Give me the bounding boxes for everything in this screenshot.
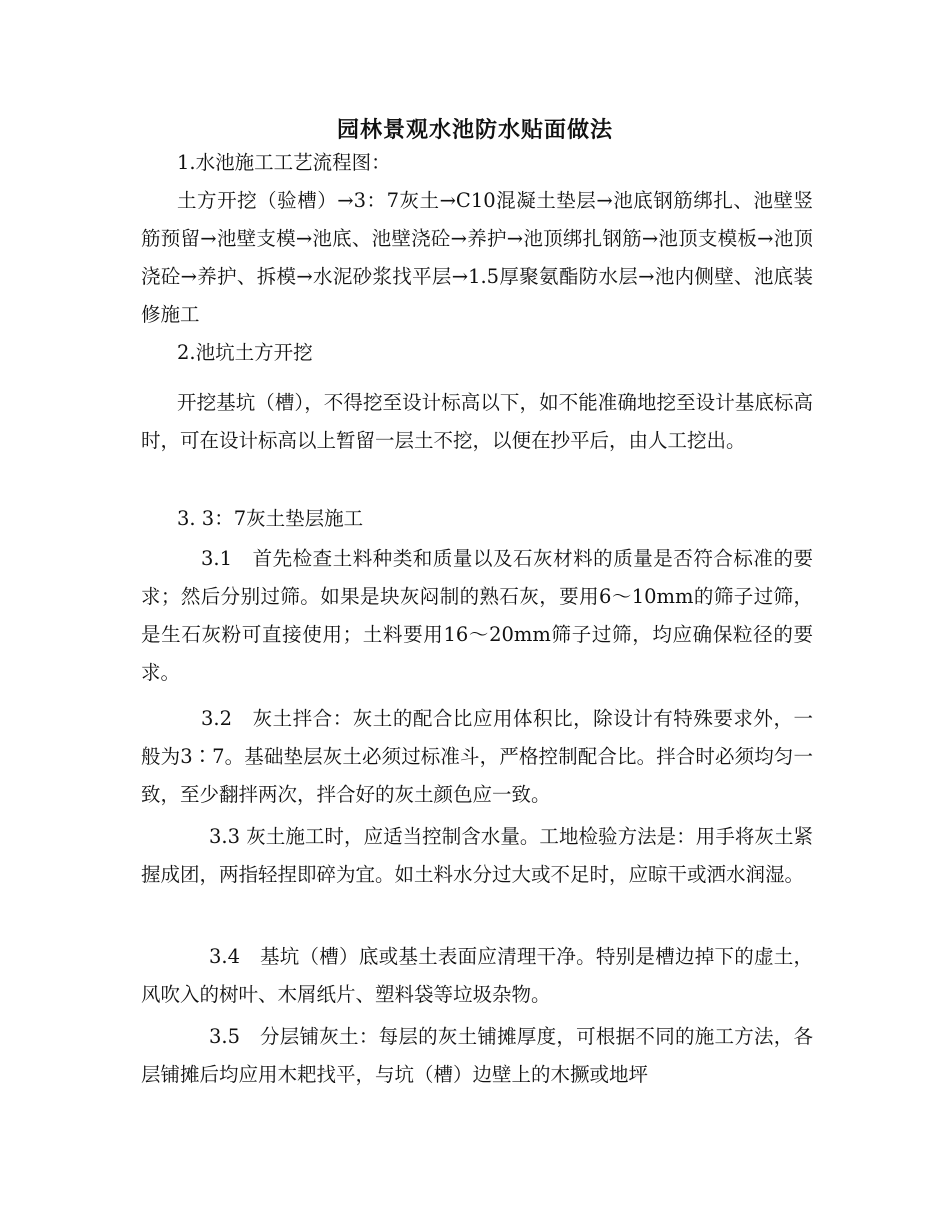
section-3-heading: 3. 3：7灰土垫层施工 — [177, 507, 364, 530]
paragraph-3-5: 3.5 分层铺灰土：每层的灰土铺摊厚度，可根据不同的施工方法，各层铺摊后均应用木耙找平，与坑（槽）边壁上的木撅或地坪 — [141, 1025, 813, 1086]
paragraph-excavation: 开挖基坑（槽），不得挖至设计标高以下，如不能准确地挖至设计基底标高时，可在设计标高以上暂留一层土不挖，以便在抄平后，由人工挖出。 — [141, 391, 813, 452]
document-title: 园林景观水池防水贴面做法 — [336, 117, 613, 143]
paragraph-3-4: 3.4 基坑（槽）底或基土表面应清理干净。特别是槽边掉下的虚土，风吹入的树叶、木屑纸片、塑料袋等垃圾杂物。 — [141, 945, 813, 1006]
paragraph-3-3: 3.3 灰土施工时，应适当控制含水量。工地检验方法是：用手将灰土紧握成团，两指轻捏即碎为宜。如土料水分过大或不足时，应晾干或洒水润湿。 — [141, 825, 813, 886]
section-2-heading: 2.池坑土方开挖 — [177, 341, 313, 364]
section-1-heading: 1.水池施工工艺流程图： — [177, 151, 391, 174]
paragraph-3-1: 3.1 首先检查土料种类和质量以及石灰材料的质量是否符合标准的要求；然后分别过筛。如果是块灰闷制的熟石灰，要用6～10mm的筛子过筛，是生石灰粉可直接使用；土料要用16～20mm筛子过筛，均应确保粒径的要求。 — [141, 547, 813, 684]
paragraph-process-flow: 土方开挖（验槽）→3：7灰土→C10混凝土垫层→池底钢筋绑扎、池壁竖筋预留→池壁支模→池底、池壁浇砼→养护→池顶绑扎钢筋→池顶支模板→池顶浇砼→养护、拆模→水泥砂浆找平层→1.5厚聚氨酯防水层→池内侧壁、池底装修施工 — [141, 189, 813, 326]
paragraph-3-2: 3.2 灰土拌合：灰土的配合比应用体积比，除设计有特殊要求外，一般为3∶7。基础垫层灰土必须过标准斗，严格控制配合比。拌合时必须均匀一致，至少翻拌两次，拌合好的灰土颜色应一致。 — [141, 707, 813, 806]
